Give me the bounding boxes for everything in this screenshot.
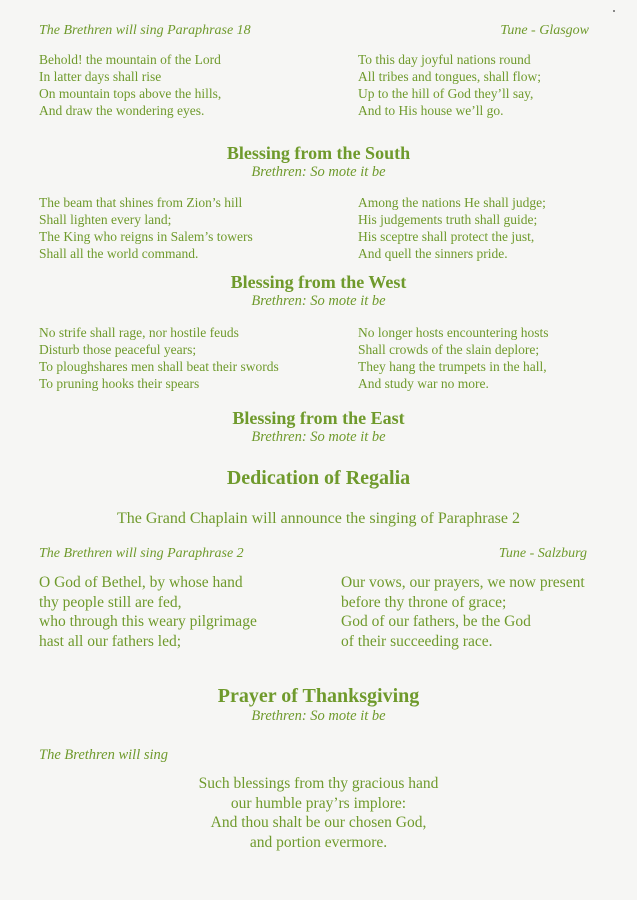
regalia-announcement: The Grand Chaplain will announce the singing of Paraphrase 2 [117,510,520,527]
blessing-west-verse-left [39,324,279,392]
verse-line: The beam that shines from Zion’s hill [39,195,243,210]
verse-line: Such blessings from thy gracious hand [198,775,439,792]
verse-line: Behold! the mountain of the Lord [39,52,221,67]
verse-line: O God of Bethel, by whose hand [39,574,243,591]
paraphrase-18-tune: Tune - Glasgow [500,23,589,38]
verse-line: Among the nations He shall judge; [358,195,546,210]
paraphrase-2-verse-right [341,573,585,651]
blessing-west-title: Blessing from the West [230,272,407,292]
verse-line: our humble pray’rs implore: [230,794,407,812]
verse-line: Our vows, our prayers, we now present [341,574,585,591]
verse-line: In latter days shall rise [39,69,162,84]
verse-line: To this day joyful nations round [358,52,531,67]
verse-line: All tribes and tongues, shall flow; [358,69,541,84]
blessing-south-verse-left [39,194,253,262]
blessing-south-title: Blessing from the South [226,143,411,163]
blessing-south-verse-right [358,194,546,262]
verse-line: His judgements truth shall guide; [358,212,538,227]
verse-line: Shall lighten every land; [39,212,172,227]
blessing-south-response: Brethren: So mote it be [251,164,386,180]
paraphrase-2-verse-left [39,573,257,651]
verse-line: No longer hosts encountering hosts [358,325,549,340]
thanksgiving-title: Prayer of Thanksgiving [217,685,420,707]
verse-line: And to His house we’ll go. [358,103,504,118]
verse-line: And draw the wondering eyes. [39,103,205,118]
verse-line: Disturb those peaceful years; [39,342,197,357]
verse-line: of their succeeding race. [341,632,493,650]
verse-line: They hang the trumpets in the hall, [358,359,547,374]
verse-line: who through this weary pilgrimage [39,613,257,630]
paraphrase-2-intro: The Brethren will sing Paraphrase 2 [39,546,244,561]
verse-line: To ploughshares men shall beat their swords [39,359,279,374]
regalia-title: Dedication of Regalia [226,467,411,489]
verse-line: God of our fathers, be the God [341,613,531,630]
verse-line: hast all our fathers led; [39,632,182,650]
verse-line: thy people still are fed, [39,593,182,611]
verse-line: before thy throne of grace; [341,593,507,611]
verse-line: No strife shall rage, nor hostile feuds [39,325,239,340]
paraphrase-18-verse-right [358,51,541,119]
verse-line: To pruning hooks their spears [39,376,200,391]
paper-speck [613,10,615,12]
paraphrase-18-verse-left [39,51,221,119]
verse-line: The King who reigns in Salem’s towers [39,229,253,244]
blessing-west-verse-right [358,324,548,392]
thanksgiving-response: Brethren: So mote it be [251,708,386,724]
blessing-west-response: Brethren: So mote it be [251,293,386,309]
thanksgiving-intro: The Brethren will sing [39,747,169,763]
verse-line: Shall all the world command. [39,246,199,261]
blessing-east-title: Blessing from the East [232,408,405,428]
thanksgiving-verse [0,774,637,852]
verse-line: On mountain tops above the hills, [39,86,222,101]
verse-line: and portion evermore. [249,833,388,851]
verse-line: Shall crowds of the slain deplore; [358,342,540,357]
verse-line: And quell the sinners pride. [358,246,508,261]
verse-line: His sceptre shall protect the just, [358,229,535,244]
verse-line: And study war no more. [358,376,489,391]
blessing-east-response: Brethren: So mote it be [251,429,386,445]
verse-line: And thou shalt be our chosen God, [210,814,427,831]
verse-line: Up to the hill of God they’ll say, [358,86,534,101]
paraphrase-18-intro: The Brethren will sing Paraphrase 18 [39,23,251,38]
paraphrase-2-tune: Tune - Salzburg [498,546,587,561]
